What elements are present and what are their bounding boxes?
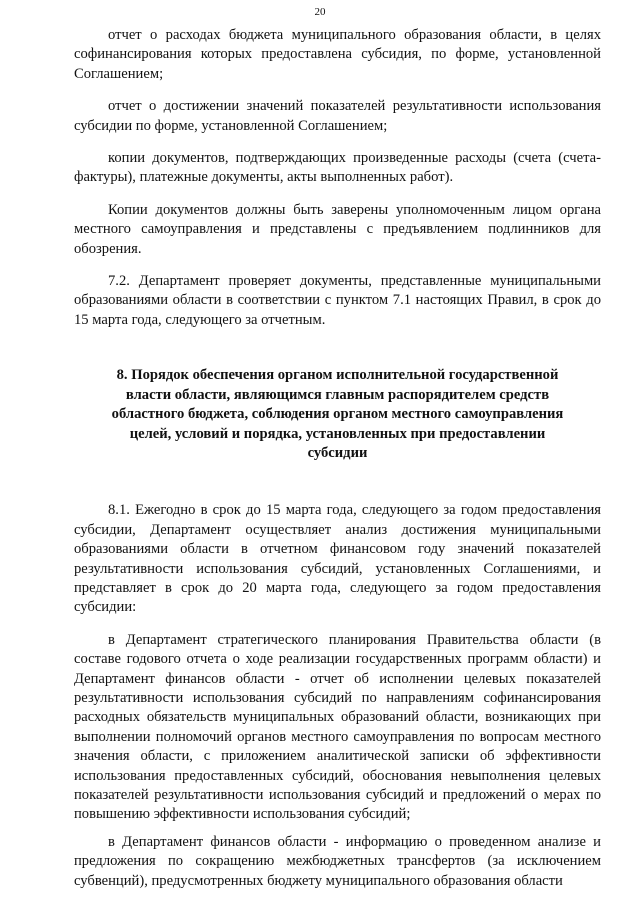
paragraph-expense-report: отчет о расходах бюджета муниципального образования области, в целях софинансирования которых предоставлена субсидия, по форме, установленной Соглашением; bbox=[74, 27, 601, 82]
paragraph-certification: Копии документов должны быть заверены уполномоченным лицом органа местного самоуправления и представлены с предъявлением подлинников для обозрения. bbox=[74, 201, 601, 257]
paragraph-performance-report: отчет о достижении значений показателей результативности использования субсидии по форме, установленной Соглашением; bbox=[74, 98, 601, 134]
paragraph-finance-department: в Департамент финансов области - информацию о проведенном анализе и предложения по сокращению межбюджетных трансфертов (за исключением субвенций), предусмотренных бюджету муниципального образования области bbox=[74, 833, 601, 889]
paragraph-document-copies: копии документов, подтверждающих произведенные расходы (счета (счета-фактуры), платежные документы, акты выполненных работ). bbox=[74, 150, 601, 186]
page-number: 20 bbox=[314, 6, 326, 18]
paragraph-8-1: 8.1. Ежегодно в срок до 15 марта года, следующего за годом предоставления субсидии, Департамент осуществляет анализ достижения муниципальными образованиями области в отчетном финансовом году значений показателей результативности использования субсидий, установленных Соглашениями, и представляет в срок до 20 марта года, следующего за годом предоставления субсидии: bbox=[74, 502, 601, 616]
paragraph-strategic-department: в Департамент стратегического планирования Правительства области (в составе годового отчета о ходе реализации государственных программ области) и Департамент финансов области - отчет об исполнении целевых показателей результативности использования субсидий по направлениям софинансирования расходных обязательств муниципальных образований области, возникающих при выполнении полномочий органов местного самоуправления по вопросам местного значения области, с приложением аналитической записки об эффективности использования предоставленных субсидий, обоснования невыполнения целевых показателей результативности использования субсидий и предложений о мерах по повышению эффективности использования субсидий; bbox=[74, 631, 601, 823]
document-body bbox=[74, 26, 601, 904]
paragraph-7-2: 7.2. Департамент проверяет документы, представленные муниципальными образованиями области в соответствии с пунктом 7.1 настоящих Правил, в срок до 15 марта года, следующего за отчетным. bbox=[74, 273, 601, 328]
section-heading: 8. Порядок обеспечения органом исполнительной государственной власти области, являющимся главным распорядителем средств областного бюджета, соблюдения органом местного самоуправления целей, условий и порядка, установленных при предоставлении субсидии bbox=[111, 367, 564, 461]
